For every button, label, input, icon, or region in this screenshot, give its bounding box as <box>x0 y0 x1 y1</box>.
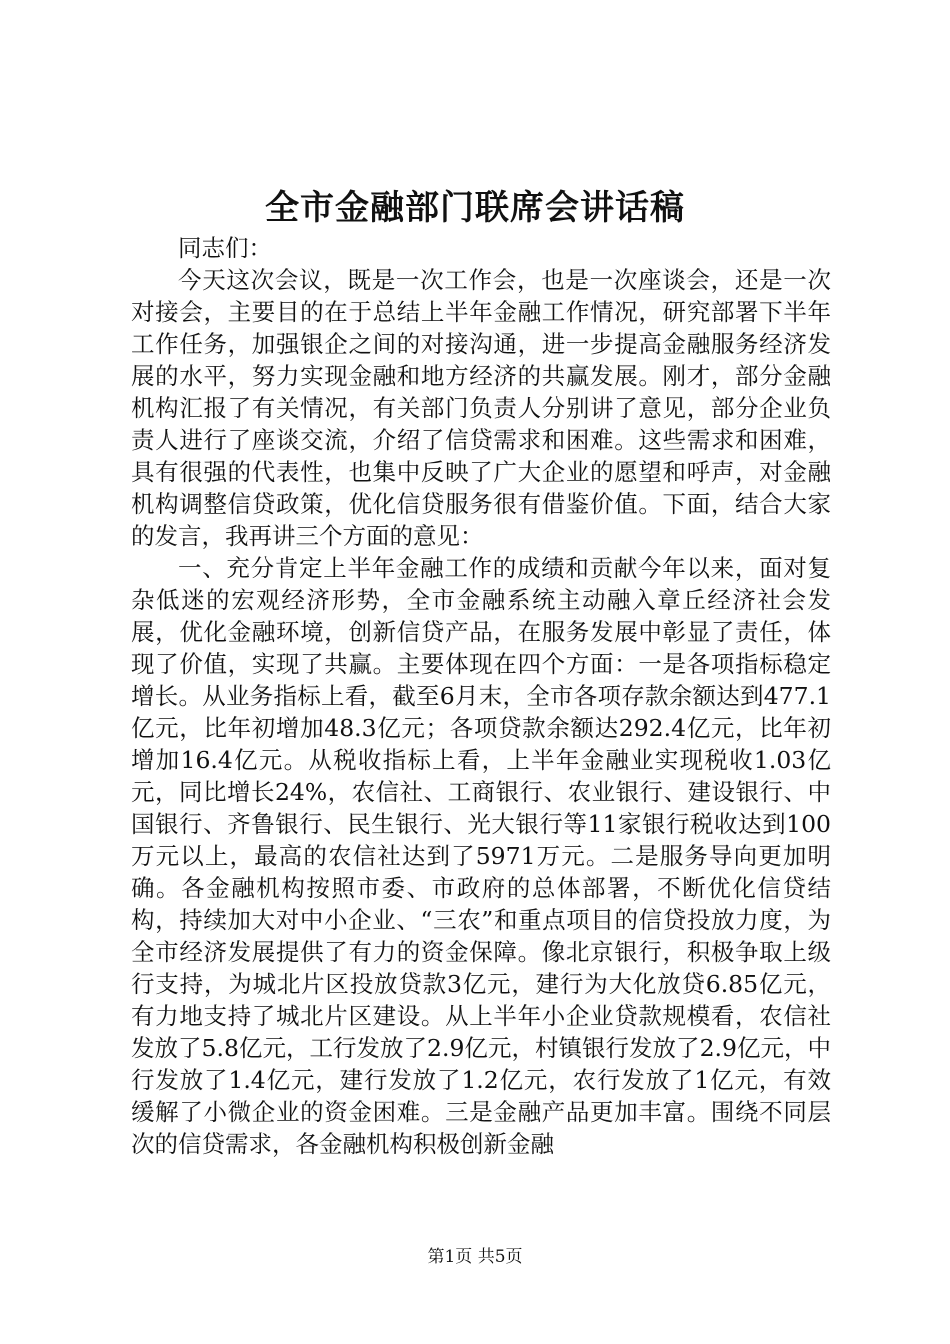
document-body <box>131 232 831 1160</box>
paragraph-2: 一、充分肯定上半年金融工作的成绩和贡献今年以来，面对复杂低迷的宏观经济形势，全市金融系统主动融入章丘经济社会发展，优化金融环境，创新信贷产品，在服务发展中彰显了责任，体现了价值，实现了共赢。主要体现在四个方面：一是各项指标稳定增长。从业务指标上看，截至6月末，全市各项存款余额达到477.1亿元，比年初增加48.3亿元；各项贷款余额达292.4亿元，比年初增加16.4亿元。从税收指标上看，上半年金融业实现税收1.03亿元，同比增长24%，农信社、工商银行、农业银行、建设银行、中国银行、齐鲁银行、民生银行、光大银行等11家银行税收达到100万元以上，最高的农信社达到了5971万元。二是服务导向更加明确。各金融机构按照市委、市政府的总体部署，不断优化信贷结构，持续加大对中小企业、“三农”和重点项目的信贷投放力度，为全市经济发展提供了有力的资金保障。像北京银行，积极争取上级行支持，为城北片区投放贷款3亿元，建行为大化放贷6.85亿元，有力地支持了城北片区建设。从上半年小企业贷款规模看，农信社发放了5.8亿元，工行发放了2.9亿元，村镇银行发放了2.9亿元，中行发放了1.4亿元，建行发放了1.2亿元，农行发放了1亿元，有效缓解了小微企业的资金困难。三是金融产品更加丰富。围绕不同层次的信贷需求，各金融机构积极创新金融 <box>131 554 831 1158</box>
salutation: 同志们： <box>178 234 272 262</box>
paragraph-1: 今天这次会议，既是一次工作会，也是一次座谈会，还是一次对接会，主要目的在于总结上半年金融工作情况，研究部署下半年工作任务，加强银企之间的对接沟通，进一步提高金融服务经济发展的水平，努力实现金融和地方经济的共赢发展。刚才，部分金融机构汇报了有关情况，有关部门负责人分别讲了意见，部分企业负责人进行了座谈交流，介绍了信贷需求和困难。这些需求和困难，具有很强的代表性，也集中反映了广大企业的愿望和呼声，对金融机构调整信贷政策，优化信贷服务很有借鉴价值。下面，结合大家的发言，我再讲三个方面的意见： <box>131 266 831 550</box>
page-number: 第1页 共5页 <box>427 1247 523 1267</box>
document-title: 全市金融部门联席会讲话稿 <box>265 188 685 228</box>
